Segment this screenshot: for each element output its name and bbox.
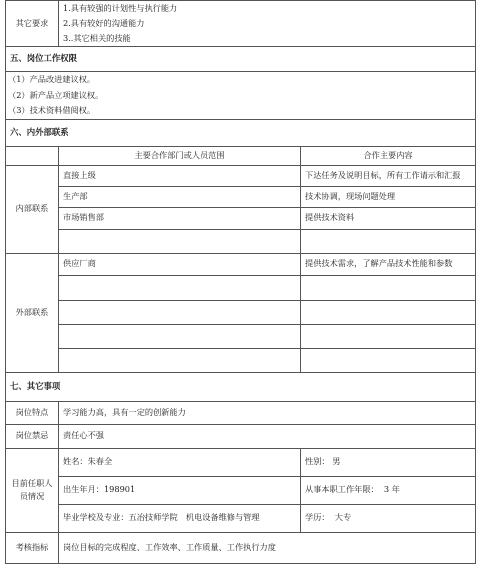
years-label: 从事本职工作年限：	[305, 484, 379, 495]
external-content-cell	[301, 275, 476, 300]
other-requirements-label: 其它要求	[6, 1, 59, 47]
content-column-header: 合作主要内容	[301, 146, 476, 165]
external-contacts-label: 外部联系	[6, 253, 59, 372]
taboo-row	[6, 424, 476, 448]
external-contact-row	[6, 275, 476, 300]
name-cell	[59, 448, 301, 476]
external-content-cell	[301, 300, 476, 324]
requirement-item: 1.具有较强的计划性与执行能力	[63, 3, 178, 13]
job-description-table	[5, 0, 476, 564]
section5-body-row	[6, 72, 476, 120]
incumbent-birth-row	[6, 476, 476, 504]
internal-dept-cell	[59, 229, 301, 253]
name-label: 姓名：	[63, 456, 88, 467]
internal-content-cell: 技术协调，现场问题处理	[301, 186, 476, 207]
school-label: 毕业学校及专业：	[63, 512, 129, 523]
education-value: 大专	[334, 512, 352, 523]
school-value: 五冶技师学院 机电设备维修与管理	[128, 512, 260, 523]
birth-cell	[59, 476, 301, 504]
dept-column-header: 主要合作部门或人员范围	[59, 146, 301, 165]
external-dept-cell	[59, 324, 301, 348]
external-dept-cell	[59, 275, 301, 300]
years-cell	[301, 476, 476, 504]
name-value: 朱春全	[87, 456, 113, 467]
years-value: 3 年	[383, 484, 400, 495]
taboo-value: 责任心不强	[59, 424, 476, 448]
requirement-item: 3..其它相关的技能	[63, 33, 131, 43]
internal-content-cell: 下达任务及说明目标，所有工作请示和汇报	[301, 165, 476, 186]
features-value: 学习能力高，具有一定的创新能力	[59, 401, 476, 424]
other-requirements-list	[59, 1, 476, 47]
education-cell	[301, 504, 476, 532]
section7-title: 七、其它事项	[6, 372, 476, 401]
contacts-column-header-row	[6, 146, 476, 165]
internal-contact-row	[6, 229, 476, 253]
school-cell	[59, 504, 301, 532]
external-dept-cell	[59, 348, 301, 372]
section6-header-row	[6, 119, 476, 146]
education-label: 学历：	[305, 512, 330, 523]
external-contact-row	[6, 253, 476, 275]
gender-label: 性别：	[305, 456, 330, 467]
contacts-header-blank	[6, 146, 59, 165]
internal-dept-cell: 市场销售部	[59, 207, 301, 229]
section5-title: 五、岗位工作权限	[6, 47, 476, 72]
assessment-value: 岗位目标的完成程度、工作效率、工作质量、工作执行力度	[59, 532, 476, 563]
external-contact-row	[6, 348, 476, 372]
incumbent-name-row	[6, 448, 476, 476]
authority-list	[6, 72, 476, 120]
birth-value: 198901	[103, 484, 136, 495]
internal-contact-row	[6, 207, 476, 229]
features-label: 岗位特点	[6, 401, 59, 424]
internal-contact-row	[6, 165, 476, 186]
taboo-label: 岗位禁忌	[6, 424, 59, 448]
requirement-item: 2.具有较好的沟通能力	[63, 18, 145, 28]
assessment-row	[6, 532, 476, 563]
internal-contacts-label: 内部联系	[6, 165, 59, 253]
external-dept-cell: 供应厂商	[59, 253, 301, 275]
features-row	[6, 401, 476, 424]
section6-title: 六、内外部联系	[6, 119, 476, 146]
section7-header-row	[6, 372, 476, 401]
internal-content-cell: 提供技术资料	[301, 207, 476, 229]
assessment-label: 考核指标	[6, 532, 59, 563]
gender-value: 男	[332, 456, 341, 467]
birth-label: 出生年月：	[63, 484, 104, 495]
authority-item: （3）技术资料借阅权。	[8, 105, 96, 115]
internal-contact-row	[6, 186, 476, 207]
section5-header-row	[6, 47, 476, 72]
internal-dept-cell: 直接上级	[59, 165, 301, 186]
authority-item: （1）产品改进建议权。	[8, 74, 96, 84]
external-content-cell	[301, 324, 476, 348]
external-content-cell: 提供技术需求，了解产品技术性能和参数	[301, 253, 476, 275]
internal-dept-cell: 生产部	[59, 186, 301, 207]
external-dept-cell	[59, 300, 301, 324]
external-contact-row	[6, 300, 476, 324]
external-contact-row	[6, 324, 476, 348]
incumbent-label: 目前任职人员情况	[6, 448, 59, 532]
gender-cell	[301, 448, 476, 476]
internal-content-cell	[301, 229, 476, 253]
external-content-cell	[301, 348, 476, 372]
incumbent-school-row	[6, 504, 476, 532]
other-requirements-row	[6, 1, 476, 47]
authority-item: （2）新产品立项建议权。	[8, 89, 104, 100]
